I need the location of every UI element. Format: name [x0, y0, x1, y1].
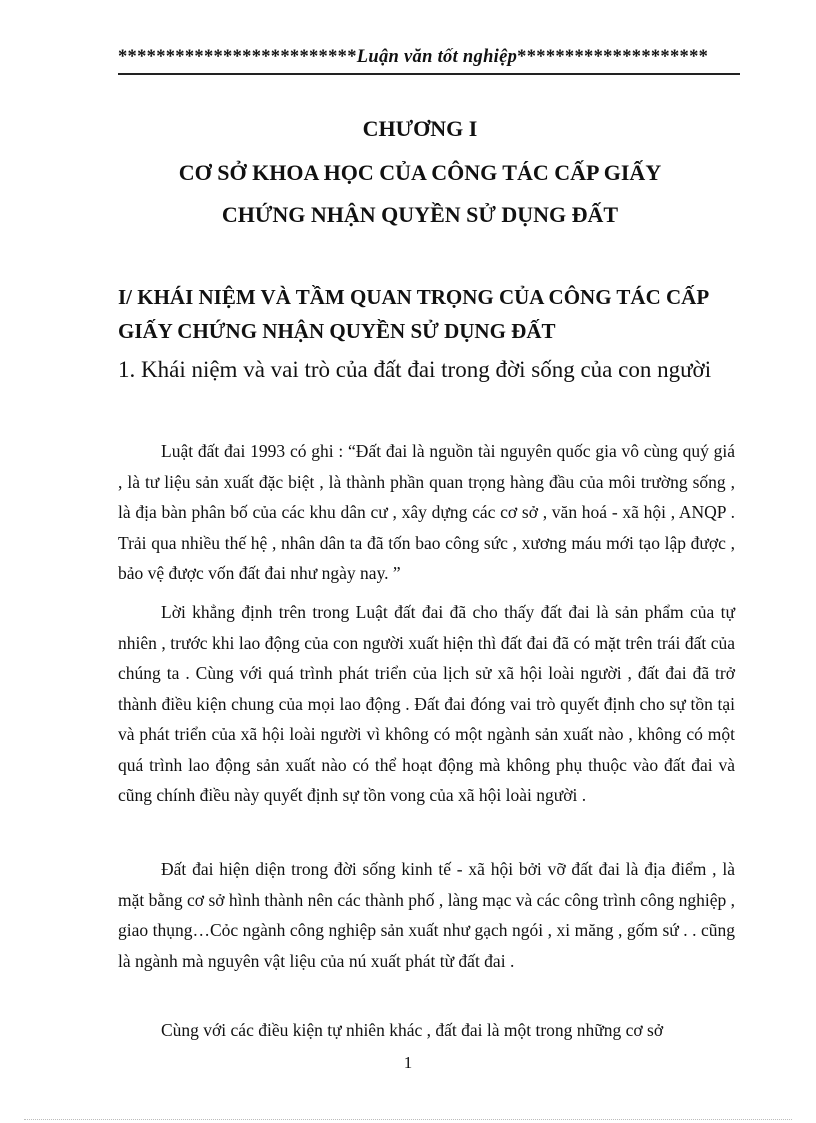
subsection-heading: 1. Khái niệm và vai trò của đất đai trong đời sống của con người	[118, 357, 712, 382]
header-rule	[118, 73, 740, 75]
header-right-stars: ********************	[517, 47, 709, 67]
paragraph-2: Lời khẳng định trên trong Luật đất đai đã cho thấy đất đai là sản phẩm của tự nhiên , trước khi lao động của con người xuất hiện thì đất đai đã có mặt trên trái đất của chúng ta . Cùng với quá trình phát triển của lịch sử xã hội loài người , đất đai đã trở thành điều kiện chung của mọi lao động . Đất đai đóng vai trò quyết định cho sự tồn tại và phát triển của xã hội loài người vì không có một ngành sản xuất nào , không có một quá trình lao động sản xuất nào có thể hoạt động mà không phụ thuộc vào đất đai và cũng chính điều này quyết định sự tồn vong của xã hội loài người .	[118, 602, 735, 805]
page-bottom-edge	[24, 1119, 792, 1120]
section-heading-line2: GIẤY CHỨNG NHẬN QUYỀN SỬ DỤNG ĐẤT	[118, 319, 556, 343]
chapter-number: CHƯƠNG I	[362, 116, 478, 141]
section-heading-line1: I/ KHÁI NIỆM VÀ TẦM QUAN TRỌNG CỦA CÔNG TÁC CẤP	[118, 285, 710, 309]
running-header	[118, 47, 738, 68]
chapter-title-line1: CƠ SỞ KHOA HỌC CỦA CÔNG TÁC CẤP GIẤY	[178, 160, 662, 185]
page-number: 1	[403, 1053, 413, 1072]
paragraph-1: Luật đất đai 1993 có ghi : “Đất đai là nguồn tài nguyên quốc gia vô cùng quý giá , là tư liệu sản xuất đặc biệt , là thành phần quan trọng hàng đầu của môi trường sống , là địa bàn phân bố của các khu dân cư , xây dựng các cơ sở , văn hoá - xã hội , ANQP . Trải qua nhiều thế hệ , nhân dân ta đã tốn bao công sức , xương máu mới tạo lập được , bảo vệ được vốn đất đai như ngày nay. ”	[118, 441, 735, 583]
header-title: Luận văn tốt nghiệp	[356, 47, 518, 67]
paragraph-3: Đất đai hiện diện trong đời sống kinh tế - xã hội bởi vỡ đất đai là địa điểm , là mặt bằng cơ sở hình thành nên các thành phố , làng mạc và các công trình công nghiệp , giao thụng…Cỏc ngành công nghiệp sản xuất như gạch ngói , xi măng , gốm sứ . . cũng là ngành mà nguyên vật liệu của nú xuất phát từ đất đai .	[118, 859, 735, 971]
chapter-title-line2: CHỨNG NHẬN QUYỀN SỬ DỤNG ĐẤT	[221, 202, 619, 227]
header-left-stars: *************************	[118, 47, 357, 67]
paragraph-4: Cùng với các điều kiện tự nhiên khác , đất đai là một trong những cơ sở	[161, 1020, 664, 1040]
